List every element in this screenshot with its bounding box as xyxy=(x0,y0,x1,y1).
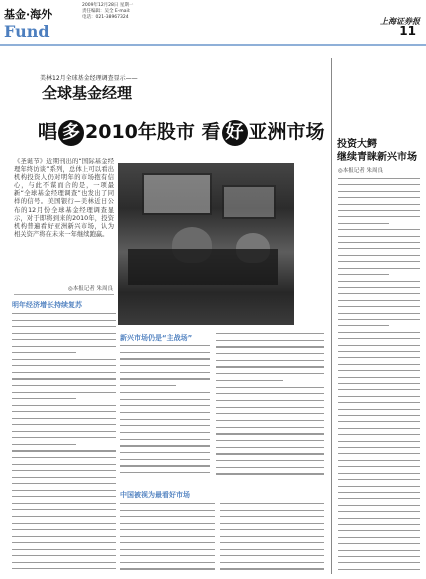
body-column-4 xyxy=(120,503,215,575)
photo-screen xyxy=(142,173,212,215)
page-header xyxy=(0,0,426,44)
body-column-2 xyxy=(120,345,210,480)
header-rule xyxy=(0,44,426,46)
photo-desk xyxy=(128,249,278,285)
headline-part-1: 唱 xyxy=(38,121,58,143)
editor-line: 责任编辑：吴全 E-mail: xyxy=(82,9,131,14)
issue-date: 2009年12月28日 星期一 xyxy=(82,3,134,8)
lead-headline-2 xyxy=(38,117,325,146)
issue-meta xyxy=(82,3,133,21)
headline-part-3: 2010年股市 看 xyxy=(85,121,221,143)
phone-line: 电话：021-38967324 xyxy=(82,15,129,20)
body-column-1 xyxy=(12,313,116,575)
headline-circled-char-2: 好 xyxy=(222,120,248,146)
body-column-5 xyxy=(220,503,324,575)
intro-rule xyxy=(14,294,114,295)
trading-floor-photo xyxy=(118,163,294,325)
lead-byline: ◎本报记者 朱周良 xyxy=(68,286,114,292)
section-title-en: Fund xyxy=(4,22,50,41)
lead-kicker: 美林12月全球基金经理调查显示—— xyxy=(40,75,138,82)
mid-subhead-2: 中国被视为最看好市场 xyxy=(120,491,190,499)
sidebar-headline xyxy=(337,138,417,164)
paper-logo: 上海证券报 xyxy=(380,16,420,26)
column-divider xyxy=(331,58,332,574)
mid-subhead: 新兴市场仍是“主战场” xyxy=(120,334,193,342)
page-number: 11 xyxy=(399,24,416,38)
sidebar-headline-line-2: 继续青睐新兴市场 xyxy=(337,152,417,163)
lead-headline: 全球基金经理 xyxy=(42,84,133,102)
sidebar-body xyxy=(338,178,420,575)
headline-part-5: 亚洲市场 xyxy=(248,121,325,143)
section-title: 基金·海外 xyxy=(4,8,53,21)
lead-intro: 《圣诞节》近期刊出的“国际基金经理年终访谈”系列，总体上可以看出机构投资人仍对明年的市场抱有信心，与此不谋而合的是，一项最新“全球基金经理调查”也发出了同样的信号。美国银行—美林近日公布的12月份全球基金经理调查显示，对于即将到来的2010年，投资机构普遍看好亚洲新兴市场，认为相关资产将在未来一年继续跑赢。 xyxy=(14,158,114,238)
sidebar-byline: ◎本报记者 朱周良 xyxy=(338,168,384,174)
photo-screen xyxy=(222,185,276,219)
left-subhead: 明年经济增长持续复苏 xyxy=(12,301,82,309)
headline-circled-char: 多 xyxy=(58,120,84,146)
sidebar-headline-line-1: 投资大鳄 xyxy=(337,139,377,150)
body-column-3 xyxy=(216,333,324,480)
